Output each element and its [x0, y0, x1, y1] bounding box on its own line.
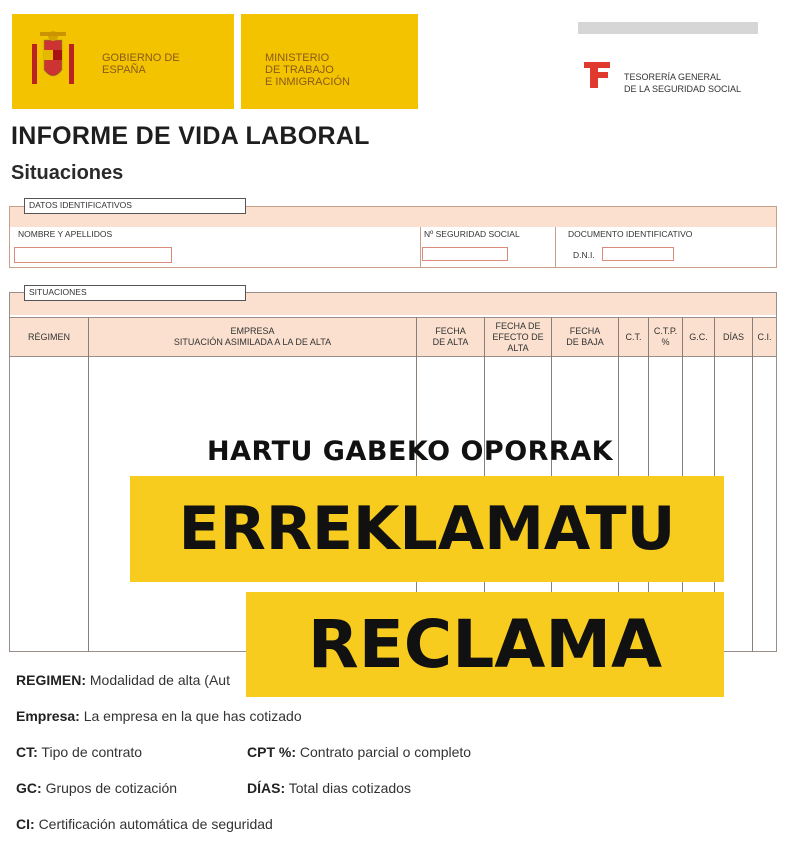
gobierno-logo-block [12, 14, 234, 109]
top-grey-bar [578, 22, 758, 34]
nss-field[interactable] [422, 247, 508, 261]
col-empresa-line2: SITUACIÓN ASIMILADA A LA DE ALTA [173, 337, 332, 347]
col-ctp [649, 317, 682, 357]
col-ctp-line2: % [661, 337, 670, 347]
datos-section [9, 206, 777, 268]
gobierno-text: GOBIERNO DE ESPAÑA [102, 52, 180, 76]
nombre-field[interactable] [14, 247, 172, 263]
col-fecha-baja-line1: FECHA [569, 326, 601, 336]
col-fecha-efecto [485, 317, 551, 357]
legend-empresa [16, 708, 302, 724]
col-fecha-baja-line2: DE BAJA [566, 337, 604, 347]
overlay-subheading: HARTU GABEKO OPORRAK [207, 436, 614, 467]
legend-dias-term: DÍAS: [247, 780, 286, 796]
col-empresa [89, 317, 416, 357]
col-gc: G.C. [689, 331, 708, 342]
col-fecha-efecto-line3: ALTA [507, 342, 529, 353]
legend-gc-term: GC: [16, 780, 42, 796]
col-dias: DÍAS [722, 331, 744, 342]
overlay-erreklamatu: ERREKLAMATU [130, 476, 724, 582]
legend-ct [16, 744, 142, 760]
ministerio-line-3: E INMIGRACIÓN [265, 76, 350, 88]
ministerio-line-2: DE TRABAJO [265, 64, 334, 76]
col-ct: C.T. [625, 331, 642, 342]
col-fecha-alta [417, 317, 484, 357]
col-regimen: RÉGIMEN [27, 331, 70, 342]
legend-ci-term: CI: [16, 816, 35, 832]
overlay-reclama: RECLAMA [246, 592, 724, 697]
legend-empresa-desc: La empresa en la que has cotizado [83, 708, 302, 724]
col-fecha-efecto-line2: EFECTO DE [492, 331, 544, 342]
legend-regimen-term: REGIMEN: [16, 672, 86, 688]
legend-cpt [247, 744, 471, 760]
col-fecha-alta-line1: FECHA [435, 326, 466, 336]
document-subtitle: Situaciones [11, 162, 124, 184]
datos-section-label: DATOS IDENTIFICATIVOS [24, 198, 246, 214]
col-fecha-efecto-line1: FECHA DE [495, 320, 541, 331]
legend-ci-desc: Certificación automática de seguridad [38, 816, 273, 832]
legend-gc [16, 780, 177, 796]
legend-dias-desc: Total dias cotizados [288, 780, 411, 796]
legend-regimen-desc: Modalidad de alta (Aut [89, 672, 230, 688]
legend-dias [247, 780, 411, 796]
document-title: INFORME DE VIDA LABORAL [11, 122, 370, 150]
legend-empresa-term: Empresa: [16, 708, 80, 724]
coat-of-arms-icon [30, 30, 76, 90]
situaciones-section-label: SITUACIONES [24, 285, 246, 301]
col-ci: C.I. [757, 331, 772, 342]
legend-regimen [16, 672, 230, 688]
legend-ct-desc: Tipo de contrato [41, 744, 143, 760]
col-fecha-baja [552, 317, 618, 357]
nombre-label: NOMBRE Y APELLIDOS [18, 229, 113, 239]
legend-cpt-term: CPT %: [247, 744, 296, 760]
tgss-line-1: TESORERÍA GENERAL [624, 72, 722, 82]
col-fecha-alta-line2: DE ALTA [432, 337, 469, 347]
legend-ct-term: CT: [16, 744, 38, 760]
nss-label: Nº SEGURIDAD SOCIAL [424, 229, 520, 239]
legend-gc-desc: Grupos de cotización [45, 780, 178, 796]
tgss-line-2: DE LA SEGURIDAD SOCIAL [624, 84, 742, 94]
tgss-logo-icon [582, 58, 612, 92]
legend-cpt-desc: Contrato parcial o completo [299, 744, 472, 760]
dni-label: D.N.I. [573, 250, 595, 260]
col-ctp-line1: C.T.P. [653, 326, 678, 336]
ministerio-line-1: MINISTERIO [265, 52, 330, 64]
ministerio-block [241, 14, 418, 109]
documento-label: DOCUMENTO IDENTIFICATIVO [568, 229, 693, 239]
dni-field[interactable] [602, 247, 674, 261]
col-empresa-line1: EMPRESA [230, 326, 275, 336]
legend-ci [16, 816, 273, 832]
